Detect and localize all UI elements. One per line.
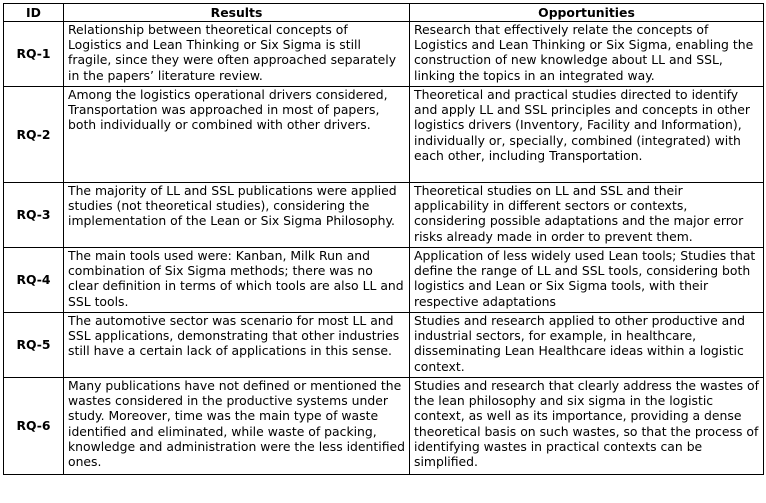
row-id: RQ-3 — [4, 183, 64, 248]
rq-results-table — [3, 3, 764, 475]
row-opportunities: Application of less widely used Lean tools; Studies that define the range of LL and SSL tools, considering both logistics and Lean or Six Sigma tools, with their respective adaptations — [410, 248, 764, 313]
row-results: The main tools used were: Kanban, Milk Run and combination of Six Sigma methods; there was no clear definition in terms of which tools are also LL and SSL tools. — [64, 248, 410, 313]
row-opportunities: Studies and research applied to other productive and industrial sectors, for example, in healthcare, disseminating Lean Healthcare ideas within a logistic context. — [410, 313, 764, 378]
table-row — [4, 248, 764, 313]
row-opportunities: Research that effectively relate the concepts of Logistics and Lean Thinking or Six Sigma, enabling the construction of new knowledge about LL and SSL, linking the topics in an integrated way. — [410, 22, 764, 87]
row-results: Many publications have not defined or mentioned the wastes considered in the productive systems under study. Moreover, time was the main type of waste identified and eliminated, while waste of packing, knowledge and administration were the less identified ones. — [64, 378, 410, 475]
row-id: RQ-4 — [4, 248, 64, 313]
row-id: RQ-6 — [4, 378, 64, 475]
table-header-row — [4, 4, 764, 22]
row-results: The automotive sector was scenario for most LL and SSL applications, demonstrating that other industries still have a certain lack of applications in this sense. — [64, 313, 410, 378]
row-opportunities: Theoretical and practical studies directed to identify and apply LL and SSL principles and concepts in other logistics drivers (Inventory, Facility and Information), individually or, specially, combined (integrated) with each other, including Transportation. — [410, 87, 764, 183]
header-results: Results — [64, 4, 410, 22]
row-results: The majority of LL and SSL publications were applied studies (not theoretical studies), considering the implementation of the Lean or Six Sigma Philosophy. — [64, 183, 410, 248]
table-row — [4, 378, 764, 475]
header-id: ID — [4, 4, 64, 22]
row-opportunities: Studies and research that clearly address the wastes of the lean philosophy and six sigma in the logistic context, as well as its importance, providing a dense theoretical basis on such wastes, so that the process of identifying wastes in practical contexts can be simplified. — [410, 378, 764, 475]
table-row — [4, 87, 764, 183]
table-row — [4, 183, 764, 248]
header-opportunities: Opportunities — [410, 4, 764, 22]
row-opportunities: Theoretical studies on LL and SSL and their applicability in different sectors or contexts, considering possible adaptations and the major error risks already made in order to prevent them. — [410, 183, 764, 248]
row-results: Relationship between theoretical concepts of Logistics and Lean Thinking or Six Sigma is still fragile, since they were often approached separately in the papers’ literature review. — [64, 22, 410, 87]
row-id: RQ-2 — [4, 87, 64, 183]
row-id: RQ-1 — [4, 22, 64, 87]
table-row — [4, 22, 764, 87]
row-id: RQ-5 — [4, 313, 64, 378]
table-row — [4, 313, 764, 378]
row-results: Among the logistics operational drivers considered, Transportation was approached in most of papers, both individually or combined with other drivers. — [64, 87, 410, 183]
